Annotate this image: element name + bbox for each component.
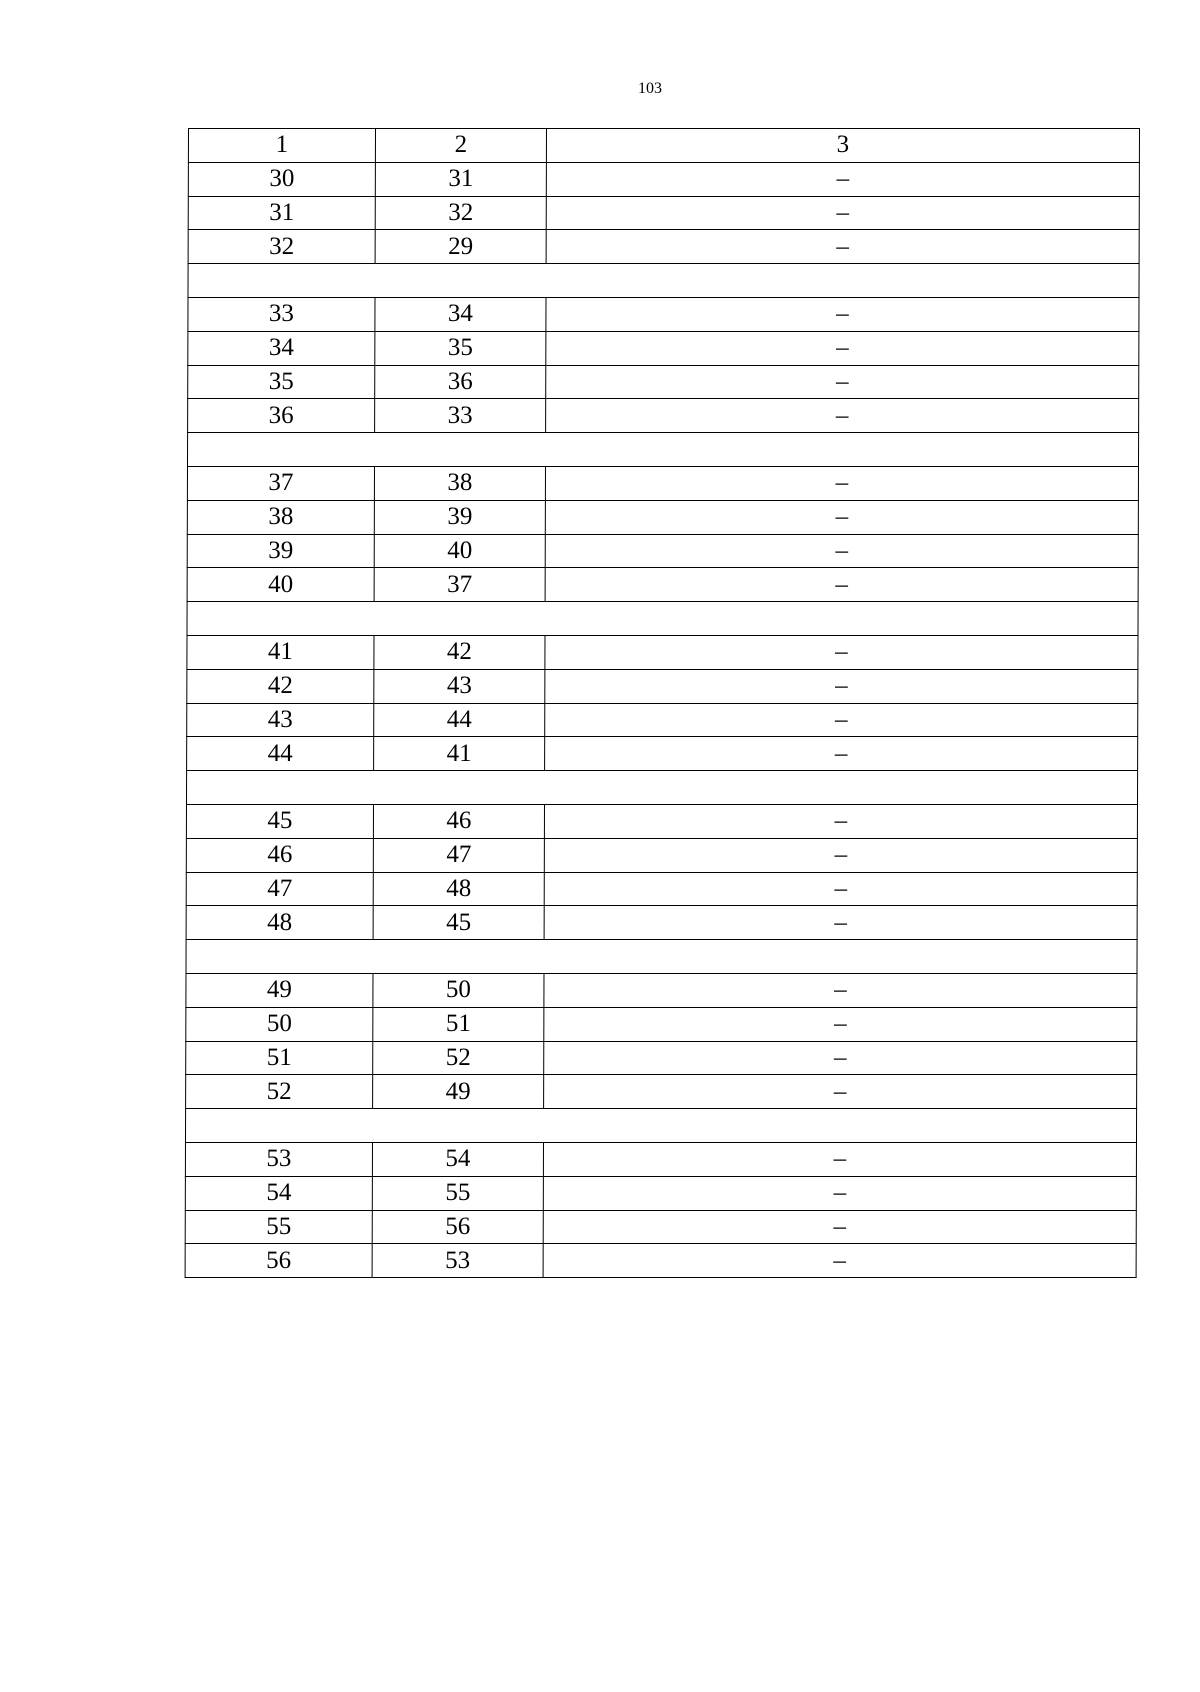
table-cell-col-3: –	[546, 331, 1139, 365]
table-cell-col-3: –	[546, 196, 1139, 230]
table-row	[187, 568, 1138, 602]
table-row	[188, 230, 1139, 264]
table-cell-col-3: –	[545, 466, 1138, 500]
table-cell-col-3: –	[546, 365, 1139, 399]
table-cell-col-3: –	[545, 534, 1138, 568]
table-cell-col-3: –	[543, 1210, 1136, 1244]
table-cell-col-3: –	[544, 973, 1137, 1007]
header-cell-1: 1	[188, 129, 375, 163]
table-cell-col-3: –	[545, 703, 1138, 737]
table-cell-col-3: –	[546, 230, 1139, 264]
table-cell-col-2: 37	[374, 568, 545, 602]
table-cell-col-1: 31	[188, 196, 375, 230]
table-row	[186, 1041, 1137, 1075]
table-row	[185, 1210, 1136, 1244]
page-number: 103	[638, 80, 662, 97]
table-row	[185, 1176, 1136, 1210]
table-separator-row	[187, 433, 1138, 467]
table-cell-col-2: 36	[375, 365, 546, 399]
table-row	[187, 703, 1138, 737]
header-cell-2: 2	[375, 129, 546, 163]
table-row	[188, 297, 1139, 331]
table-cell-col-1: 43	[187, 703, 374, 737]
table-cell-col-3: –	[546, 399, 1139, 433]
table-row	[187, 669, 1138, 703]
table-cell-col-1: 30	[188, 162, 375, 196]
table-cell-col-1: 52	[186, 1075, 373, 1109]
table-cell-col-2: 52	[373, 1041, 544, 1075]
header-cell-3: 3	[546, 129, 1139, 163]
table-cell-col-2: 56	[372, 1210, 543, 1244]
table-cell-col-3: –	[544, 838, 1137, 872]
table-cell-col-3: –	[544, 804, 1137, 838]
table-cell-col-1: 44	[187, 737, 374, 771]
table-cell-col-1: 47	[186, 872, 373, 906]
table-cell-col-1: 38	[187, 500, 374, 534]
table-cell-col-3: –	[545, 568, 1138, 602]
table-cell-col-1: 32	[188, 230, 375, 264]
table-cell-col-2: 50	[373, 973, 544, 1007]
table-separator-row	[185, 1109, 1136, 1143]
table-row	[187, 534, 1138, 568]
table-cell-col-1: 34	[188, 331, 375, 365]
table-row	[186, 838, 1137, 872]
separator-cell	[188, 264, 1139, 298]
table-header-row	[188, 129, 1139, 163]
separator-cell	[185, 1109, 1136, 1143]
table-cell-col-3: –	[543, 1176, 1136, 1210]
table-cell-col-1: 46	[186, 838, 373, 872]
table-cell-col-1: 39	[187, 534, 374, 568]
table-row	[186, 973, 1137, 1007]
data-table	[185, 128, 1140, 1278]
table-cell-col-1: 50	[186, 1007, 373, 1041]
table-cell-col-2: 48	[373, 872, 544, 906]
table-cell-col-2: 31	[375, 162, 546, 196]
table-row	[186, 872, 1137, 906]
table-row	[187, 737, 1138, 771]
table-row	[188, 162, 1139, 196]
table-row	[185, 1244, 1136, 1278]
table-cell-col-3: –	[546, 162, 1139, 196]
table-cell-col-1: 42	[187, 669, 374, 703]
table-cell-col-2: 51	[373, 1007, 544, 1041]
table-cell-col-2: 40	[374, 534, 545, 568]
separator-cell	[187, 602, 1138, 636]
separator-cell	[186, 940, 1137, 974]
table-cell-col-2: 55	[372, 1176, 543, 1210]
table-cell-col-3: –	[545, 500, 1138, 534]
table-row	[186, 804, 1137, 838]
table-row	[187, 466, 1138, 500]
table-row	[188, 196, 1139, 230]
table-cell-col-3: –	[544, 1007, 1137, 1041]
table-row	[188, 331, 1139, 365]
table-row	[186, 1075, 1137, 1109]
table-row	[186, 1007, 1137, 1041]
table-cell-col-2: 45	[373, 906, 544, 940]
table-cell-col-2: 47	[373, 838, 544, 872]
table-cell-col-1: 36	[188, 399, 375, 433]
table-cell-col-1: 49	[186, 973, 373, 1007]
table-cell-col-2: 35	[375, 331, 546, 365]
table-row	[185, 1142, 1136, 1176]
table-cell-col-3: –	[544, 1075, 1137, 1109]
table-cell-col-2: 42	[374, 635, 545, 669]
table-cell-col-1: 48	[186, 906, 373, 940]
table-cell-col-1: 35	[188, 365, 375, 399]
table-cell-col-3: –	[544, 1041, 1137, 1075]
table-cell-col-2: 53	[372, 1244, 543, 1278]
table-cell-col-1: 41	[187, 635, 374, 669]
table-row	[188, 399, 1139, 433]
table-cell-col-3: –	[545, 737, 1138, 771]
table-cell-col-2: 41	[374, 737, 545, 771]
table-cell-col-2: 43	[374, 669, 545, 703]
table-cell-col-2: 39	[374, 500, 545, 534]
table-row	[186, 906, 1137, 940]
table-separator-row	[188, 264, 1139, 298]
table-cell-col-3: –	[544, 872, 1137, 906]
table-row	[188, 365, 1139, 399]
table-separator-row	[186, 771, 1137, 805]
table-cell-col-1: 37	[187, 466, 374, 500]
table-cell-col-1: 54	[185, 1176, 372, 1210]
table-body	[185, 162, 1139, 1277]
table-cell-col-3: –	[546, 297, 1139, 331]
table-cell-col-2: 34	[375, 297, 546, 331]
table-cell-col-3: –	[543, 1142, 1136, 1176]
table-cell-col-1: 45	[186, 804, 373, 838]
table-cell-col-2: 33	[375, 399, 546, 433]
table-cell-col-2: 32	[375, 196, 546, 230]
table-row	[187, 635, 1138, 669]
table-cell-col-1: 51	[186, 1041, 373, 1075]
table-separator-row	[186, 940, 1137, 974]
table-cell-col-3: –	[544, 906, 1137, 940]
table-cell-col-1: 33	[188, 297, 375, 331]
table-cell-col-1: 53	[185, 1142, 372, 1176]
table-cell-col-1: 56	[185, 1244, 372, 1278]
table-cell-col-2: 46	[373, 804, 544, 838]
separator-cell	[186, 771, 1137, 805]
table-cell-col-3: –	[543, 1244, 1136, 1278]
table-cell-col-3: –	[545, 635, 1138, 669]
table-cell-col-2: 44	[374, 703, 545, 737]
separator-cell	[187, 433, 1138, 467]
table-separator-row	[187, 602, 1138, 636]
table-cell-col-2: 29	[375, 230, 546, 264]
table-cell-col-2: 38	[374, 466, 545, 500]
table-cell-col-2: 49	[373, 1075, 544, 1109]
table-cell-col-1: 55	[185, 1210, 372, 1244]
table-cell-col-2: 54	[372, 1142, 543, 1176]
table-row	[187, 500, 1138, 534]
table-cell-col-1: 40	[187, 568, 374, 602]
table-cell-col-3: –	[545, 669, 1138, 703]
